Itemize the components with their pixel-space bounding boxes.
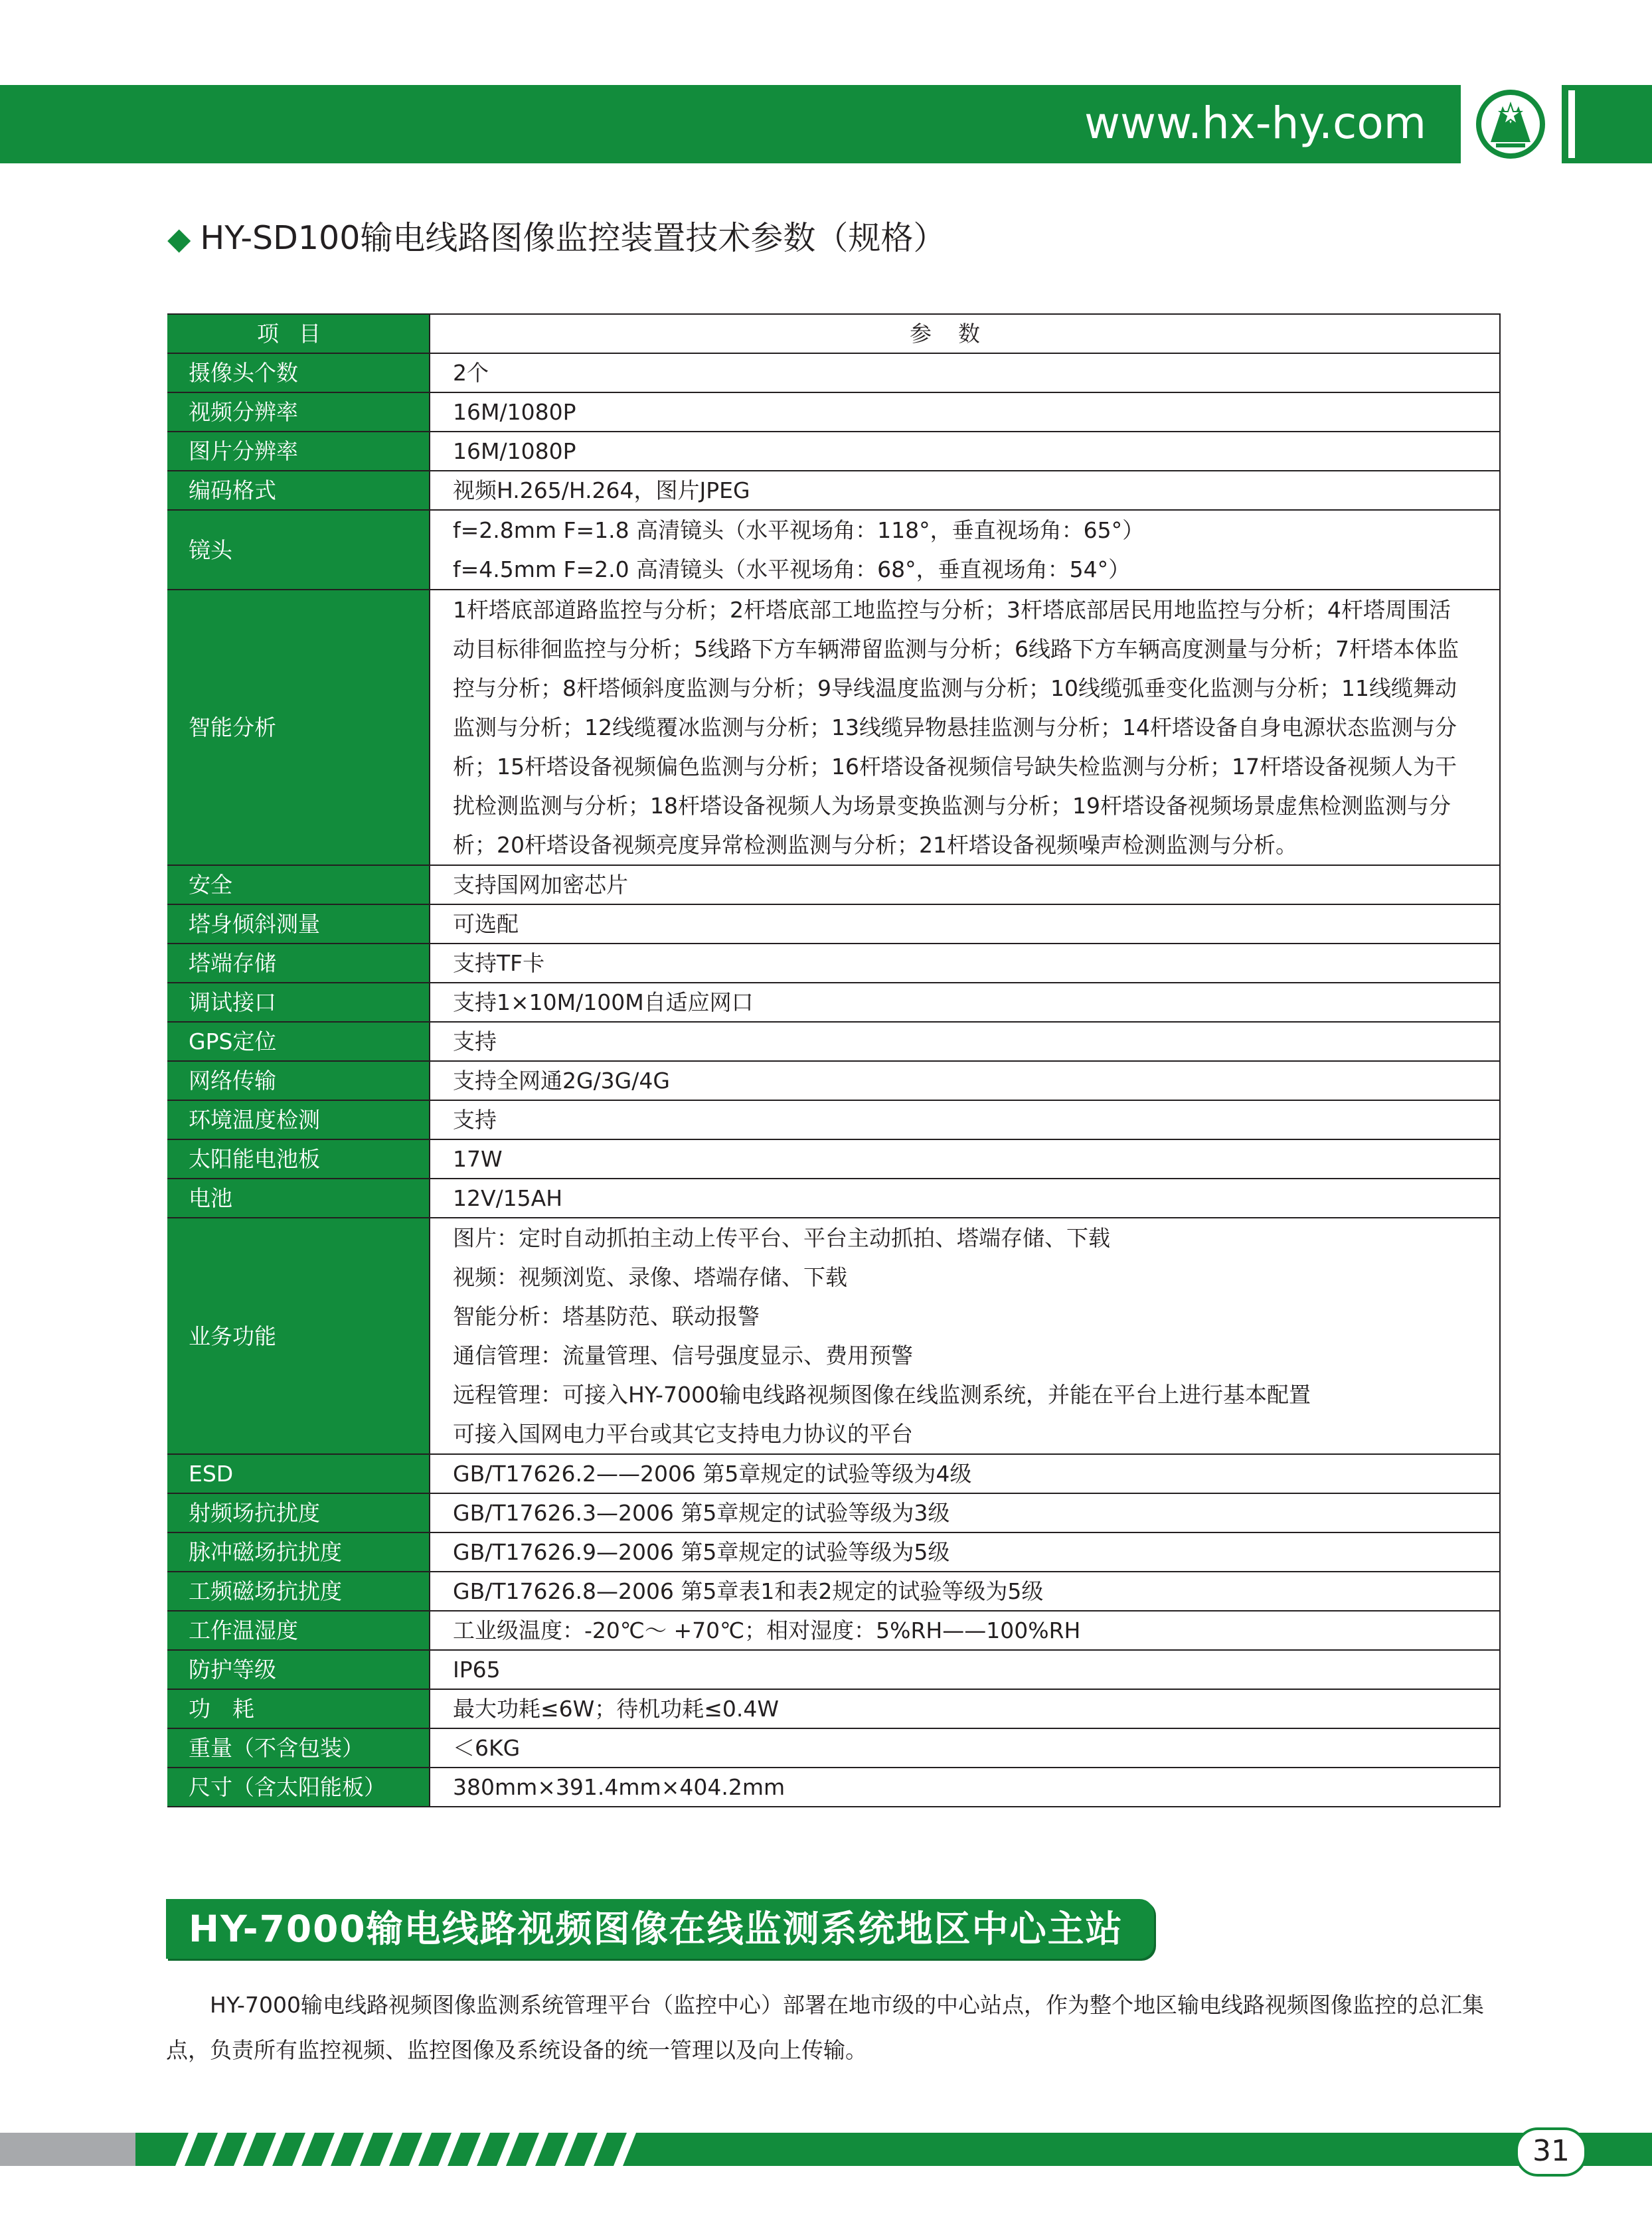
table-row — [168, 510, 1500, 590]
row-value-line: 17W — [453, 1146, 503, 1172]
row-value — [430, 904, 1500, 944]
row-value — [430, 1022, 1500, 1061]
row-value-line: 支持TF卡 — [453, 950, 545, 976]
row-value-line: 析；15杆塔设备视频偏色监测与分析；16杆塔设备视频信号缺失检监测与分析；17杆塔设备视频人为干 — [453, 754, 1457, 780]
row-label: 射频场抗扰度 — [168, 1493, 430, 1532]
table-row — [168, 432, 1500, 471]
row-value-line: 监测与分析；12线缆覆冰监测与分析；13线缆异物悬挂监测与分析；14杆塔设备自身电源状态监测与分 — [453, 714, 1457, 740]
row-value — [430, 353, 1500, 392]
table-row — [168, 353, 1500, 392]
row-value-line: 通信管理：流量管理、信号强度显示、费用预警 — [453, 1343, 913, 1368]
row-value-line: 控与分析；8杆塔倾斜度监测与分析；9导线温度监测与分析；10线缆弧垂变化监测与分析；11线缆舞动 — [453, 675, 1457, 701]
row-label: 工作温湿度 — [168, 1611, 430, 1650]
row-value-line: 析；20杆塔设备视频亮度异常检测监测与分析；21杆塔设备视频噪声检测监测与分析。 — [453, 832, 1297, 858]
row-value-line: 工业级温度：-20℃～ +70℃；相对湿度：5%RH——100%RH — [453, 1617, 1081, 1643]
row-value-line: 智能分析：塔基防范、联动报警 — [453, 1303, 760, 1329]
table-row — [168, 983, 1500, 1022]
row-value — [430, 1179, 1500, 1218]
spec-table — [167, 313, 1501, 1807]
row-value — [430, 432, 1500, 471]
row-value-line: f=4.5mm F=2.0 高清镜头（水平视场角：68°，垂直视场角：54°） — [453, 556, 1131, 582]
row-value — [430, 1061, 1500, 1100]
row-value — [430, 1218, 1500, 1454]
website-url[interactable]: www.hx-hy.com — [1084, 98, 1426, 149]
row-value — [430, 1139, 1500, 1179]
row-value-line: ＜6KG — [453, 1735, 521, 1761]
table-row — [168, 1061, 1500, 1100]
table-row — [168, 944, 1500, 983]
row-value — [430, 944, 1500, 983]
row-label: GPS定位 — [168, 1022, 430, 1061]
row-value — [430, 1728, 1500, 1768]
row-value — [430, 983, 1500, 1022]
page-number: 31 — [1515, 2127, 1587, 2177]
row-value-line: 16M/1080P — [453, 438, 576, 464]
row-value-line: 可选配 — [453, 911, 519, 937]
footer-stripes — [166, 2133, 657, 2166]
row-value-line: 2个 — [453, 360, 489, 386]
row-value — [430, 392, 1500, 432]
table-row — [168, 1728, 1500, 1768]
table-row — [168, 1454, 1500, 1493]
table-row — [168, 1179, 1500, 1218]
table-row — [168, 865, 1500, 904]
row-label: 业务功能 — [168, 1218, 430, 1454]
header-bar-right — [1562, 85, 1652, 163]
document-title-text: HY-SD100输电线路图像监控装置技术参数（规格） — [200, 219, 946, 257]
row-value-line: 扰检测监测与分析；18杆塔设备视频人为场景变换监测与分析；19杆塔设备视频场景虚焦检测监测与分 — [453, 793, 1451, 819]
row-value-line: 视频H.265/H.264，图片JPEG — [453, 477, 750, 503]
document-title — [167, 214, 946, 263]
section-paragraph: HY-7000输电线路视频图像监测系统管理平台（监控中心）部署在地市级的中心站点，作为整个地区输电线路视频图像监控的总汇集点，负责所有监控视频、监控图像及系统设备的统一管理以及向上传输。 — [166, 1992, 1484, 2063]
row-value — [430, 590, 1500, 865]
section-title: HY-7000输电线路视频图像在线监测系统地区中心主站 — [189, 1908, 1123, 1950]
row-value-line: 12V/15AH — [453, 1185, 563, 1211]
decorative-corner-icon — [1568, 90, 1636, 158]
row-value-line: GB/T17626.2——2006 第5章规定的试验等级为4级 — [453, 1461, 972, 1487]
row-value — [430, 1493, 1500, 1532]
table-row — [168, 904, 1500, 944]
table-row — [168, 1532, 1500, 1572]
row-label: ESD — [168, 1454, 430, 1493]
row-value-line: 远程管理：可接入HY-7000输电线路视频图像在线监测系统，并能在平台上进行基本配置 — [453, 1382, 1311, 1408]
header-bar — [0, 85, 1461, 163]
row-value — [430, 1100, 1500, 1139]
table-row — [168, 1493, 1500, 1532]
row-value-line: 可接入国网电力平台或其它支持电力协议的平台 — [453, 1421, 913, 1447]
row-value-line: 图片：定时自动抓拍主动上传平台、平台主动抓拍、塔端存储、下载 — [453, 1225, 1110, 1251]
row-label: 功 耗 — [168, 1689, 430, 1728]
row-label: 摄像头个数 — [168, 353, 430, 392]
row-value-line: 最大功耗≤6W；待机功耗≤0.4W — [453, 1696, 780, 1722]
table-row — [168, 1768, 1500, 1807]
table-row — [168, 392, 1500, 432]
table-row — [168, 1022, 1500, 1061]
table-row — [168, 590, 1500, 865]
row-label: 镜头 — [168, 510, 430, 590]
row-label: 塔端存储 — [168, 944, 430, 983]
row-label: 图片分辨率 — [168, 432, 430, 471]
row-label: 视频分辨率 — [168, 392, 430, 432]
table-row — [168, 1611, 1500, 1650]
row-value — [430, 1768, 1500, 1807]
row-value — [430, 1454, 1500, 1493]
table-row — [168, 1689, 1500, 1728]
row-value — [430, 1650, 1500, 1689]
row-value-line: GB/T17626.9—2006 第5章规定的试验等级为5级 — [453, 1539, 950, 1565]
row-value-line: GB/T17626.8—2006 第5章表1和表2规定的试验等级为5级 — [453, 1578, 1044, 1604]
row-value-line: 380mm×391.4mm×404.2mm — [453, 1774, 785, 1800]
row-label: 编码格式 — [168, 471, 430, 510]
row-label: 安全 — [168, 865, 430, 904]
table-header-row — [168, 314, 1500, 353]
row-value — [430, 865, 1500, 904]
row-label: 脉冲磁场抗扰度 — [168, 1532, 430, 1572]
row-label: 智能分析 — [168, 590, 430, 865]
table-row — [168, 1100, 1500, 1139]
row-value — [430, 471, 1500, 510]
row-value-line: f=2.8mm F=1.8 高清镜头（水平视场角：118°，垂直视场角：65°） — [453, 517, 1145, 543]
row-value-line: 视频：视频浏览、录像、塔端存储、下载 — [453, 1264, 847, 1290]
row-label: 工频磁场抗扰度 — [168, 1572, 430, 1611]
row-value-line: IP65 — [453, 1657, 501, 1683]
row-label: 电池 — [168, 1179, 430, 1218]
row-label: 重量（不含包装） — [168, 1728, 430, 1768]
row-value-line: 支持全网通2G/3G/4G — [453, 1068, 670, 1094]
section-banner — [166, 1899, 1154, 1959]
row-label: 尺寸（含太阳能板） — [168, 1768, 430, 1807]
row-value-line: 支持 — [453, 1029, 497, 1054]
row-value — [430, 510, 1500, 590]
huaxing-logo-icon — [1471, 89, 1550, 159]
row-label: 塔身倾斜测量 — [168, 904, 430, 944]
header-param: 参数 — [430, 314, 1500, 353]
row-value-line: 动目标徘徊监控与分析；5线路下方车辆滞留监测与分析；6线路下方车辆高度测量与分析；7杆塔本体监 — [453, 636, 1459, 662]
table-row — [168, 1218, 1500, 1454]
footer-gray-bar — [0, 2133, 135, 2166]
row-label: 太阳能电池板 — [168, 1139, 430, 1179]
table-row — [168, 1572, 1500, 1611]
row-value-line: 支持国网加密芯片 — [453, 872, 628, 898]
row-value — [430, 1611, 1500, 1650]
row-label: 网络传输 — [168, 1061, 430, 1100]
table-row — [168, 1139, 1500, 1179]
table-row — [168, 1650, 1500, 1689]
row-value-line: 支持1×10M/100M自适应网口 — [453, 989, 754, 1015]
row-label: 环境温度检测 — [168, 1100, 430, 1139]
row-value-line: GB/T17626.3—2006 第5章规定的试验等级为3级 — [453, 1500, 950, 1526]
row-value-line: 1杆塔底部道路监控与分析；2杆塔底部工地监控与分析；3杆塔底部居民用地监控与分析；4杆塔周围活 — [453, 597, 1451, 623]
row-value — [430, 1572, 1500, 1611]
row-value — [430, 1532, 1500, 1572]
diamond-bullet-icon: ◆ — [167, 220, 191, 256]
logo — [1461, 85, 1560, 163]
row-label: 调试接口 — [168, 983, 430, 1022]
row-value-line: 支持 — [453, 1107, 497, 1133]
table-row — [168, 471, 1500, 510]
row-label: 防护等级 — [168, 1650, 430, 1689]
row-value — [430, 1689, 1500, 1728]
row-value-line: 16M/1080P — [453, 399, 576, 425]
header-item: 项目 — [168, 314, 430, 353]
